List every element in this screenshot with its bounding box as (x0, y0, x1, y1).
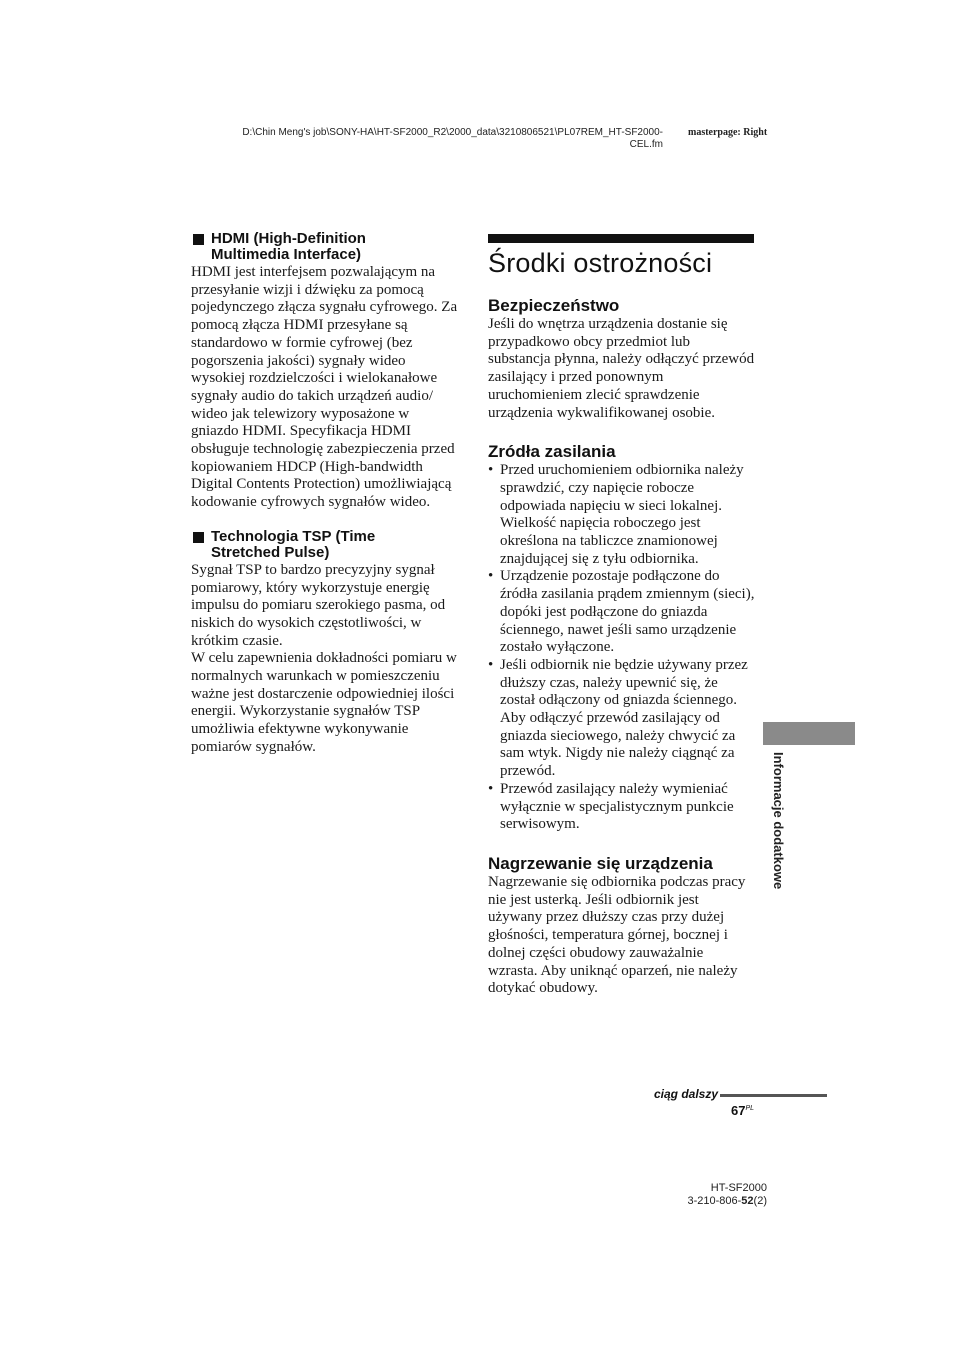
hdmi-heading-line-2: Multimedia Interface) (211, 246, 362, 263)
title-rule (488, 234, 754, 243)
heating-heading: Nagrzewanie się urządzenia (488, 853, 713, 873)
page-number-value: 67 (731, 1103, 746, 1118)
list-item: • Urządzenie pozostaje podłączone do źródła zasilania prądem zmiennym (sieci), dopóki jest podłączone do gniazda ściennego, nawet jeśli samo urządzenie zostało wyłączone. (488, 568, 756, 657)
page-language-suffix: PL (745, 1105, 755, 1112)
heating-paragraph: Nagrzewanie się odbiornika podczas pracy nie jest usterką. Jeśli odbiornik jest używany przez dłuższy czas przy dużej głośności, temperatura górnej, bocznej i dolnej części obudowy zauważalnie wzrasta. Aby uniknąć oparzeń, nie należy dotykać obudowy. (488, 873, 746, 997)
file-path-header (180, 127, 663, 151)
page-number (731, 1103, 754, 1118)
tsp-heading-line-1: Technologia TSP (Time (211, 527, 376, 545)
square-bullet-icon (193, 532, 204, 543)
file-path-line-1: D:\Chin Meng's job\SONY-HA\HT-SF2000_R2\2000_data\3210806521\PL07REM_HT-SF2000- (242, 127, 663, 138)
tsp-paragraph-2: W celu zapewnienia dokładności pomiaru w normalnych warunkach w pomieszczeniu ważne jest dostarczenie odpowiedniej ilości energii. Wykorzystanie sygnałów TSP umożliwia efektywne wykonywanie pomiarów sygnałów. (191, 650, 457, 755)
right-column (488, 234, 756, 998)
list-item: • Przewód zasilający należy wymieniać wyłącznie w specjalistycznym punkcie serwisowym. (488, 781, 756, 834)
list-item: • Jeśli odbiornik nie będzie używany przez dłuższy czas, należy upewnić się, że został odłączony od gniazda ściennego. Aby odłączyć przewód zasilający od gniazda sieciowego, należy chwycić za sam wtyk. Nigdy nie należy ciągnąć za przewód. (488, 657, 756, 781)
power-heading: Zródła zasilania (488, 442, 616, 462)
safety-heading: Bezpieczeństwo (488, 296, 620, 315)
hdmi-heading (191, 231, 459, 263)
hdmi-heading-line-1: HDMI (High-Definition (211, 230, 366, 247)
model-code: 3-210-806-52(2) (687, 1195, 767, 1207)
tsp-heading (191, 529, 459, 561)
safety-paragraph: Jeśli do wnętrza urządzenia dostanie się przypadkowo obcy przedmiot lub substancja płynna, należy odłączyć przewód zasilający i przed ponownym uruchomieniem zlecić sprawdzenie urządzenia wykwalifikowanej osobie. (488, 316, 755, 421)
hdmi-paragraph: HDMI jest interfejsem pozwalającym na przesyłanie wizji i dźwięku za pomocą pojedynczego złącza sygnału cyfrowego. Za pomocą złącza HDMI przesyłane są standardowo w formie cyfrowej (bez pogorszenia jakości) sygnały wideo wysokiej rozdzielczości i wielokanałowe sygnały audio do takich urządzeń audio/ wideo jak telewizory wyposażone w gniazdo HDMI. Specyfikacja HDMI obsługuje technologię zabezpieczenia przed kopiowaniem HDCP (High-bandwidth Digital Contents Protection) umożliwiającą kodowanie cyfrowych sygnałów wideo. (191, 264, 458, 511)
continued-rule (720, 1094, 827, 1097)
square-bullet-icon (193, 234, 204, 245)
tsp-heading-line-2: Stretched Pulse) (211, 543, 330, 561)
power-list (488, 462, 756, 834)
model-info (640, 1182, 767, 1208)
masterpage-label: masterpage: Right (688, 127, 768, 138)
continued-label: ciąg dalszy (653, 1087, 718, 1101)
list-item: • Przed uruchomieniem odbiornika należy sprawdzić, czy napięcie robocze odpowiada napięciu w sieci lokalnej. Wielkość napięcia roboczego jest określona na tabliczce znamionowej znajdującej się z tyłu odbiornika. (488, 462, 756, 568)
section-tab-marker (763, 722, 855, 745)
file-path-line-2: CEL.fm (629, 139, 663, 150)
left-column (191, 231, 459, 757)
model-name: HT-SF2000 (710, 1182, 767, 1194)
tsp-paragraph-1: Sygnał TSP to bardzo precyzyjny sygnał pomiarowy, który wykorzystuje energię impulsu do pomiaru szerokiego pasma, od niskich do wysokich częstotliwości, w krótkim czasie. (191, 561, 446, 649)
page-title: Środki ostrożności (488, 248, 713, 278)
section-tab-label: Informacje dodatkowe (771, 752, 786, 890)
